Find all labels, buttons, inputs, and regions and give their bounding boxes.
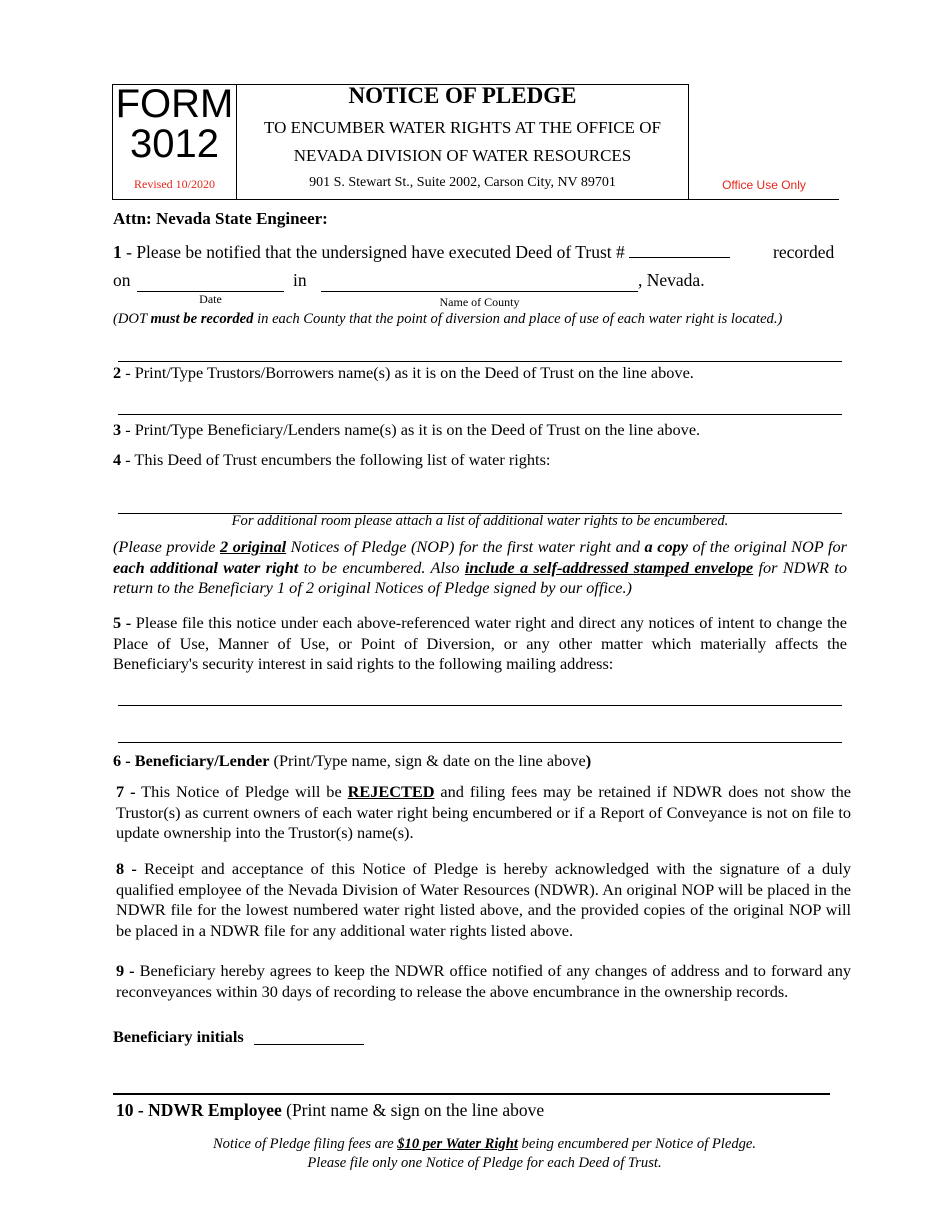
section-4-text: - This Deed of Trust encumbers the following list of water rights: xyxy=(121,450,551,469)
footer-fees xyxy=(113,1136,856,1153)
footer-fees-pre: Notice of Pledge filing fees are xyxy=(212,1136,398,1152)
form-title: NOTICE OF PLEDGE xyxy=(348,83,577,108)
provide-copies-note xyxy=(113,537,847,599)
footer-one-per-deed: Please file only one Notice of Pledge for each Deed of Trust. xyxy=(307,1155,662,1171)
section-2-text: - Print/Type Trustors/Borrowers name(s) as it is on the Deed of Trust on the line above. xyxy=(121,363,694,382)
provide-p9: for NDWR to return to the Beneficiary 1 of 2 original Notices of Pledge signed by our office.) xyxy=(113,557,848,597)
form-subtitle-1: TO ENCUMBER WATER RIGHTS AT THE OFFICE OF xyxy=(264,118,661,137)
section-4 xyxy=(113,450,550,470)
footer-fee-amount: $10 per Water Right xyxy=(397,1136,518,1152)
provide-p7: to be encumbered. Also xyxy=(298,557,465,577)
provide-p1: (Please provide xyxy=(113,537,221,556)
section-6-label: 6 - Beneficiary/Lender xyxy=(113,751,270,770)
date-label: Date xyxy=(199,292,222,306)
form-number: 3012 xyxy=(130,122,219,166)
beneficiary-name-line[interactable] xyxy=(118,414,842,415)
ndwr-employee-line[interactable] xyxy=(113,1093,830,1095)
provide-envelope: include a self-addressed stamped envelope xyxy=(464,557,754,577)
additional-room-note: For additional room please attach a list of additional water rights to be encumbered. xyxy=(231,513,729,529)
form-label: FORM xyxy=(115,82,234,126)
beneficiary-initials-label: Beneficiary initials xyxy=(113,1027,244,1046)
mailing-address-line-2[interactable] xyxy=(118,742,842,743)
section-6-text: (Print/Type name, sign & date on the line above xyxy=(269,751,586,770)
section-9-text: Beneficiary hereby agrees to keep the NDWR office notified of any changes of address and to forward any reconveyances within 30 days of recording to release the above encumbrance in the ownership records. xyxy=(116,961,851,1001)
section-10-text: (Print name & sign on the line above xyxy=(281,1100,545,1120)
section-8-text: Receipt and acceptance of this Notice of Pledge is hereby acknowledged with the signature of a duly qualified employee of the Nevada Division of Water Resources (NDWR). An original NOP will be placed in the NDWR file for the lowest numbered water right listed above, and the provided copies of the original NOP will be placed in a NDWR file for any additional water rights listed above. xyxy=(116,859,851,940)
section-10 xyxy=(116,1100,544,1121)
section-1-number: 1 xyxy=(113,242,122,262)
section-3 xyxy=(113,420,700,440)
dot-note-bold: must be recorded xyxy=(150,311,254,327)
beneficiary-initials-field[interactable] xyxy=(254,1044,364,1045)
section-8-number: 8 - xyxy=(116,859,137,878)
section-3-number: 3 xyxy=(113,420,122,439)
section-5-text: Please file this notice under each above-referenced water right and direct any notices of intent to change the Place of Use, Manner of Use, or Point of Diversion, or any other matter which materially affects the Beneficiary's security interest in said rights to the following mailing address: xyxy=(113,613,847,673)
office-use-line xyxy=(689,199,839,200)
section-6-close: ) xyxy=(585,751,592,770)
section-4-number: 4 xyxy=(113,450,122,469)
section-1 xyxy=(113,242,840,263)
county-label: Name of County xyxy=(439,295,520,309)
section-2 xyxy=(113,363,694,383)
form-subtitle-2: NEVADA DIVISION OF WATER RESOURCES xyxy=(293,146,632,165)
section-3-text: - Print/Type Beneficiary/Lenders name(s) as it is on the Deed of Trust on the line above. xyxy=(121,420,701,439)
section-5 xyxy=(113,613,847,675)
provide-two-original: 2 original xyxy=(220,537,287,556)
section-5-number: 5 - xyxy=(113,613,132,632)
dot-recording-note xyxy=(113,311,843,328)
dot-note-post: in each County that the point of diversion and place of use of each water right is located.) xyxy=(253,311,783,327)
agency-address: 901 S. Stewart St., Suite 2002, Carson City, NV 89701 xyxy=(309,175,616,190)
trustor-name-line[interactable] xyxy=(118,361,842,362)
section-6 xyxy=(113,751,591,771)
footer-fees-post: being encumbered per Notice of Pledge. xyxy=(517,1136,757,1152)
on-word: on xyxy=(113,270,131,290)
revised-date: Revised 10/2020 xyxy=(134,177,215,191)
section-9 xyxy=(116,961,851,1002)
provide-each-additional: each additional water right xyxy=(113,557,299,577)
deed-of-trust-number-field[interactable] xyxy=(629,257,730,258)
section-7 xyxy=(116,782,851,844)
dot-note-pre: (DOT xyxy=(113,311,151,327)
section-7-text-1: This Notice of Pledge will be xyxy=(135,782,348,801)
county-field[interactable] xyxy=(321,291,638,292)
rejected-word: REJECTED xyxy=(347,782,435,801)
provide-a-copy: a copy xyxy=(644,537,688,556)
in-word: in xyxy=(293,270,307,290)
section-8 xyxy=(116,859,851,941)
office-use-label: Office Use Only xyxy=(722,178,806,192)
section-1-text: - Please be notified that the undersigned have executed Deed of Trust # xyxy=(121,242,630,262)
section-7-number: 7 - xyxy=(116,782,136,801)
mailing-address-line-1[interactable] xyxy=(118,705,842,706)
section-2-number: 2 xyxy=(113,363,122,382)
section-10-label: 10 - NDWR Employee xyxy=(116,1100,282,1120)
section-9-number: 9 - xyxy=(116,961,135,980)
section-7-text-2: and filing fees may be retained if NDWR does not show the Trustor(s) as current owners of each water right being encumbered or if a Report of Conveyance is not on file to update ownership into the Trustor(s) name(s). xyxy=(116,782,851,842)
attn-line: Attn: Nevada State Engineer: xyxy=(113,209,328,228)
provide-p3: Notices of Pledge (NOP) for the first water right and xyxy=(286,537,645,556)
recorded-word: recorded xyxy=(773,242,835,262)
nevada-word: , Nevada. xyxy=(638,270,705,290)
provide-p5: of the original NOP for xyxy=(687,537,847,556)
